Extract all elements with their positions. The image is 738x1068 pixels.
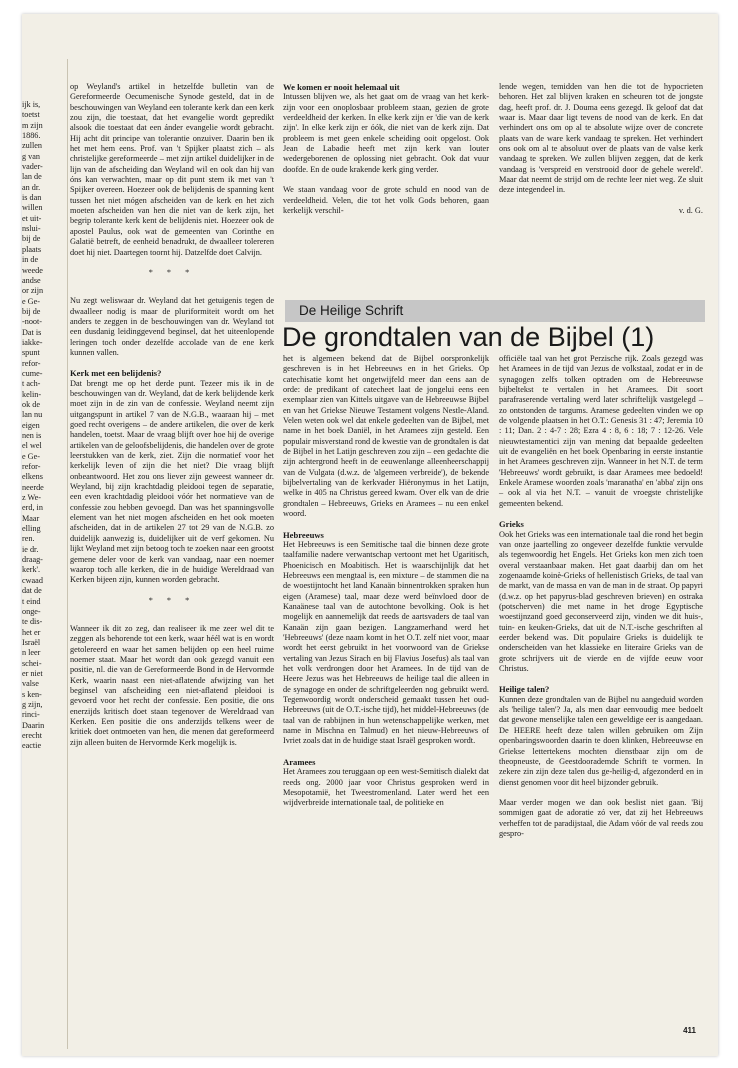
gutter-line: zullen (22, 141, 43, 151)
section-heading: We komen er nooit helemaal uit (283, 82, 400, 92)
magazine-page (22, 14, 718, 1056)
paragraph: officiële taal van het grot Perzische rijk. Zoals gezegd was het Aramees in de tijd van Jezus de volkstaal, zodat er in de synagogen zelfs tolken optraden om de Hebreeuwse bijbeltekst te vertalen in het Aramees. Dit soort parafraserende vertaling werd later schriftelijk vastgelegd – zo ontstonden de targums. Aramese gedeelten vinden we op de volgende plaatsen in het O.T.: Genesis 31 : 47; Jeremia 10 : 11; Dan. 2 : 4-7 : 28; Ezra 4 : 8, 6 : 18; 7 : 12-26. Vele nieuwtestamentici zijn van mening dat bepaalde gedeelten uit de evangeliën en het boek Openbaring in eerste instantie in het Aramees geschreven zijn. Wanneer in het N.T. de term 'Hebreeuws' wordt gebruikt, is daar Aramees mee bedoeld! Enkele Aramese woorden zoals 'maranatha' en 'abba' zijn ons – ook al via het N.T. – vanuit de vroegste christelijke gemeenten bekend. (499, 354, 703, 508)
column-2 (283, 82, 489, 226)
paragraph: Nu zegt weliswaar dr. Weyland dat het getuigenis tegen de dwaalleer nodig is maar de pluriformiteit wordt om het anders te zeggen in de beschouwingen van dr. Weyland tot een dusdanig leidinggevend beginsel, dat het uiteenlopende leringen toch onder dezelfde accolade van de ene kerk kunnen vallen. (70, 296, 274, 357)
gutter-line: ijk is, (22, 100, 41, 109)
gutter-line: t eind (22, 596, 41, 606)
gutter-line: refor- (22, 358, 41, 368)
gutter-line: e Ge- (22, 451, 40, 461)
gutter-line: ren. (22, 534, 35, 544)
gutter-line: plaats (22, 244, 42, 254)
gutter-line: ie dr. (22, 544, 39, 554)
paragraph: Het Aramees zou teruggaan op een west-Semitisch dialekt dat reeds ong. 2000 jaar voor Christus gesproken werd in Mesopotamië, het Tweestromenland. Later werd het een wijdverbreide internationale taal, de politieke en (283, 767, 489, 808)
gutter-line: elkens (22, 472, 43, 482)
gutter-line: vader- (22, 162, 43, 172)
section-separator: * * * (148, 267, 196, 277)
gutter-line: toetst (22, 110, 40, 120)
gutter-line: cume- (22, 368, 43, 378)
section-heading: Hebreeuws (283, 529, 324, 540)
gutter-line: bij de (22, 306, 41, 316)
column-3 (499, 82, 703, 216)
gutter-line: Maar (22, 513, 40, 523)
section-heading: Kerk met een belijdenis? (70, 368, 162, 379)
gutter-line: dat de (22, 586, 42, 596)
column-4 (283, 354, 489, 819)
gutter-line: t ach- (22, 379, 41, 389)
paragraph: Maar verder mogen we dan ook beslist niet gaan. 'Bij sommigen gaat de adoratie zó ver, dat zij het Hebreeuws verheffen tot de paradijstaal, die Adam vóór de val reeds zou gespro- (499, 797, 703, 838)
gutter-line: er niet (22, 668, 43, 678)
gutter-line: neerde (22, 482, 44, 492)
gutter-line: or zijn (22, 286, 44, 296)
gutter-line: andse (22, 275, 41, 285)
gutter-line: lan nu (22, 410, 43, 420)
article-title: De grondtalen van de Bijbel (1) (282, 322, 655, 352)
gutter-line: spunt (22, 348, 40, 358)
gutter-line: cwaad (22, 575, 43, 585)
gutter-line: weede (22, 265, 43, 275)
gutter-line: willen (22, 203, 43, 213)
gutter-line: draag- (22, 555, 43, 565)
column-1 (70, 82, 274, 758)
gutter-line: eigen (22, 420, 40, 430)
article-kicker: De Heilige Schrift (285, 300, 705, 322)
page-number: 411 (683, 1026, 696, 1035)
gutter-line: g zijn, (22, 699, 43, 709)
gutter-line: nen is (22, 431, 42, 440)
gutter-line: Israël (22, 637, 41, 647)
column-5 (499, 354, 703, 849)
paragraph: Intussen blijven we, als het gaat om de vraag van het kerk-zijn voor een onoplosbaar probleem staan, gezien de grote verdeeldheid der kerken. In elke kerk zijn er 'die van de kerk zijn'. In elke kerk zijn er óók, die niet van de kerk zijn. Dat probleem is met geen enkele scheiding ooit opgelost. Ook Jean de Labadie heeft met zijn kerk van louter wedergeborenen de oplossing niet gebracht. Ook dat vuur doofde. En de oude krakende kerk ging verder. (283, 92, 489, 174)
gutter-line: n leer (22, 648, 41, 658)
column-divider (67, 59, 68, 1049)
gutter-line: rinci- (22, 710, 40, 720)
paragraph: op Weyland's artikel in hetzelfde bulletin van de Gereformeerde Oecumenische Synode gesteld, dat in de beschouwingen van Weyland een tolerante kerk dan een kerk zou zijn, die toestaat, dat het evangelie wordt gepredikt alsook die toestaat dat een ánder evangelie wordt gebracht. Hij acht dit principe van tolerantie onzuiver. Daarin ben ik het met hem eens. Prof. van 't Spijker plaatst zich – als christelijke gereformeerde – met zijn artikel duidelijker in de lijn van de afscheiding dan Weyland wil en ook dan hij van óns kan verwachten, maar op dit punt stem ik met van 't Spijker overeen. Hoezeer ook de belijdenis de spanning kent tussen het niet mógen afscheiden van de kerk en het zich moeten afscheiden van hen die niet van de kerk zijn, het begrip tolerante kerk kent de belijdenis niet. Hoezeer ook de apostel Paulus, ook wat de gemeenten van Corinthe en Galatië betreft, de eenheid benadrukt, de dwaalleer tolereren doet hij niet. Daartegen toornt hij. Datzelfde doet Calvijn. (70, 82, 274, 257)
gutter-line: 1886. (22, 131, 41, 141)
gutter-line: an dr. (22, 182, 41, 192)
author-signature: v. d. G. (678, 205, 703, 215)
paragraph: Wanneer ik dit zo zeg, dan realiseer ik me zeer wel dit te zeggen als behorende tot een kerk, waar héél wat is en wordt getolereerd en waar het samen belijden op een heel ruime noemer staat. Maar het wordt dan ook gezegd vanuit een positie, nl. die van de Gereformeerde Bond in de Hervormde Kerk, waarin naast een niet-aflatende afwijzing van het beginsel van afscheiding een niet-aflatend pleidooi is gevoerd voor het recht der confessie. Een positie, die ons enerzijds kritisch doet staan tegenover de Wereldraad van Kerken. Een positie die ons anderzijds telkens weer de kritiek doet ontmoeten van hen, die menen dat gereformeerd zijn alleen buiten de Hervormde Kerk mogelijk is. (70, 623, 274, 747)
paragraph: We staan vandaag voor de grote schuld en nood van de verdeeldheid. Velen, die tot het volk Gods behoren, gaan kerkelijk verschil- (283, 185, 489, 215)
gutter-line: kelin- (22, 389, 42, 399)
gutter-line: z We- (22, 493, 41, 503)
gutter-line: ok de (22, 399, 40, 409)
gutter-line: et uit- (22, 213, 42, 223)
gutter-line: Dat is (22, 327, 42, 337)
gutter-line: refor- (22, 462, 41, 472)
paragraph: Kunnen deze grondtalen van de Bijbel nu aangeduid worden als 'heilige talen'? Ja, als men daar eenvoudig mee bedoelt dat gewone menselijke talen een geweldige eer is aangedaan. De HEERE heeft deze talen willen gebruiken om Zijn openbaringswoorden daarin te doen klinken, Hebreeuwse en Griekse lettertekens mochten dienstbaar zijn om de theopneuste, de Geestdoorademde Schrift te vormen. In zekere zin zijn deze talen dus ge-heilig-d, afgezonderd en in dienst genomen voor dit heel bijzonder gebruik. (499, 694, 703, 787)
gutter-line: lan de (22, 172, 42, 182)
paragraph: Dat brengt me op het derde punt. Tezeer mis ik in de beschouwingen van dr. Weyland, dat de kerk belijdende kerk moet zijn in de zin van de confessie. Weyland neemt zijn uitgangspunt in artikel 7 van de N.G.B., waaraan hij – met goed recht overigens – de andere artikelen, die over de kerk handelen, toetst. Maar de vraag blijft over hoe hij de overige artikelen van de geloofsbelijdenis, die handelen over de grote leerstukken van de kerk, ziet. Zijn die normatief voor het kerkelijk leven of zijn die het niet? Die vraag blijft onbeantwoord. Het zou ons liever zijn geweest wanneer dr. Weyland, bij zijn krachtdadig pleidooi tegen de separatie, een even krachtdadig pleidooi vóór het normatieve van de confessie zou hebben gevoegd. Dan was het spanningsvolle element van het niet mogen afscheiden en het ook moeten afscheiden, dat in de artikelen 27 tot 29 van de N.G.B. zo duidelijk aanwezig is, duidelijker uit de verf gekomen. Nu lijkt Weyland met zijn betoog toch te zoeken naar een grootst gemene deler voor de kerk van vandaag, naar een noemer waarop toch alle kerken, die in de huidige Wereldraad van Kerken bijeen zijn, kunnen worden gebracht. (70, 378, 274, 585)
gutter-line: in de (22, 255, 39, 265)
gutter-line: bij de (22, 234, 41, 244)
gutter-line: nslui- (22, 224, 41, 234)
paragraph: lende wegen, temidden van hen die tot de hypocrieten behoren. Het zal blijven kraken en scheuren tot de jongste dag, heeft prof. dr. J. Douma eens gezegd. Ik geloof dat dat waar is. Maar daar ligt tevens de nood van de kerk. En dat verhindert ons om op al te absolute wijze over de concrete plaats van de ware kerk vandaag te spreken. Het verhindert ons ook om al te absoluut over de plaats van de valse kerk vandaag te spreken. We zullen blijven zeggen, dat de kerk vandaag is 'verspreid en verstrooid door de gehele wereld'. Maar dat neemt de strijd om de rechte leer niet weg. Ze sluit deze integendeel in. (499, 82, 703, 195)
gutter-line: eactie (22, 741, 42, 751)
gutter-line: g van (22, 151, 40, 161)
gutter-line: -noot- (22, 317, 43, 327)
paragraph: Het Hebreeuws is een Semitische taal die binnen deze grote taalfamilie nadere verwantschap vertoont met het Ugaritisch, Phoenicisch en Moabitisch. Het is waarschijnlijk dat het Hebreeuws een mengtaal is, een mixture – de stammen die na de woestijntocht het land Kanaän binnentrokken spraken hun eigen (Aramese) taal, maar deze werd beïnvloed door de Kanaänese taal van de autochtone bevolking. Ook is het mogelijk en aannemelijk dat reeds de aartsvaders de taal van Kanaän zijn gaan bezigen. Langzamerhand werd het 'Hebreeuws' (deze naam komt in het O.T. zelf niet voor, maar wordt het eerst gebruikt in het voorwoord van de Griekse vertaling van Jezus Sirach en bij Flavius Josefus) als taal van het volk verdrongen door het Aramees. In de tijd van de Heere Jezus was het Hebreeuws de heilige taal die alleen in de synagoge en onder de schriftgeleerden nog gebruikt werd. Tegenwoordig wordt onderscheid gemaakt tussen het oud-Hebreeuws (uit de O.T.-ische tijd), het middel-Hebreeuws (de taal van de rabbijnen in hun wetenschappelijke werken, met name in Mischna en Talmud) en het nieuw-Hebreeuws of Ivriet zoals dat in de huidige staat Israël gesproken wordt. (283, 539, 489, 746)
paragraph: Ook het Grieks was een internationale taal die rond het begin van onze jaartelling zo ongeveer dezelfde funktie vervulde als tegenwoordig het Engels. Het Grieks kon men zich toen overal verstaanbaar maken. Het gaat daarbij dan om het zogenaamde koinè-Grieks of hellenistisch Grieks, de taal van de markt, van de massa en van de man in de straat. Op papyri (d.w.z. op het papyrus-blad geschreven brieven) en ostraka (potscherven) die met name in het droge Egyptische woestijnzand goed geconserveerd zijn, vinden we dit huis-, tuin- en keuken-Grieks, dat uit de N.T.-ische geschriften al eerder bekend was. Dit populaire Grieks is duidelijk te onderscheiden van het klassieke en literaire Grieks van de grote schrijvers uit de vierde en de vijfde eeuw voor Christus. (499, 529, 703, 674)
gutter-line: erd, in (22, 503, 43, 513)
section-separator: * * * (148, 595, 196, 605)
gutter-line: onge- (22, 606, 41, 616)
gutter-line: s ken- (22, 689, 42, 699)
previous-page-edge (22, 14, 64, 1056)
gutter-line: valse (22, 679, 39, 689)
section-heading: Aramees (283, 756, 316, 767)
gutter-line: te dis- (22, 617, 43, 627)
paragraph: het is algemeen bekend dat de Bijbel oorspronkelijk geschreven is in het Hebreeuws en in het Grieks. Op catechisatie komt het ongetwijfeld meer dan eens aan de orde: de predikant of catecheet laat de jongelui eens een exemplaar zien van Kittels uitgave van de Hebreeuwse Bijbel en van het Griekse Nieuwe Testament volgens Nestle-Aland. Velen weten ook wel dat enkele gedeelten van de Bijbel, met name in het boek Daniël, in het Aramees zijn gesteld. Een populair misverstand rond de kwestie van de grondtalen is dat de Bijbel in het Latijn geschreven zou zijn – een gedachte die zijn achtergrond heeft in de eeuwenlange alleenheerschappij van de Vulgata (d.w.z. de 'algemeen verbreide'), de bekende bijbelvertaling van de kerkvader Hiëronymus in het Latijn, welke in 405 na Christus gereed kwam. Over elk van de drie grondtalen – Hebreeuws, Grieks en Aramees – nu een enkel woord. (283, 354, 489, 519)
gutter-line: m zijn (22, 120, 43, 130)
gutter-line: elling (22, 524, 41, 534)
section-heading: Heilige talen? (499, 684, 550, 695)
gutter-line: kerk'. (22, 565, 41, 575)
gutter-line: e Ge- (22, 296, 40, 306)
gutter-line: el wel (22, 441, 42, 451)
gutter-line: het er (22, 627, 41, 637)
gutter-line: Daarin (22, 720, 45, 730)
gutter-line: erecht (22, 730, 42, 740)
gutter-line: iakke- (22, 337, 43, 347)
section-heading: Grieks (499, 519, 524, 530)
gutter-line: schei- (22, 658, 42, 668)
gutter-line: is dan (22, 193, 42, 203)
